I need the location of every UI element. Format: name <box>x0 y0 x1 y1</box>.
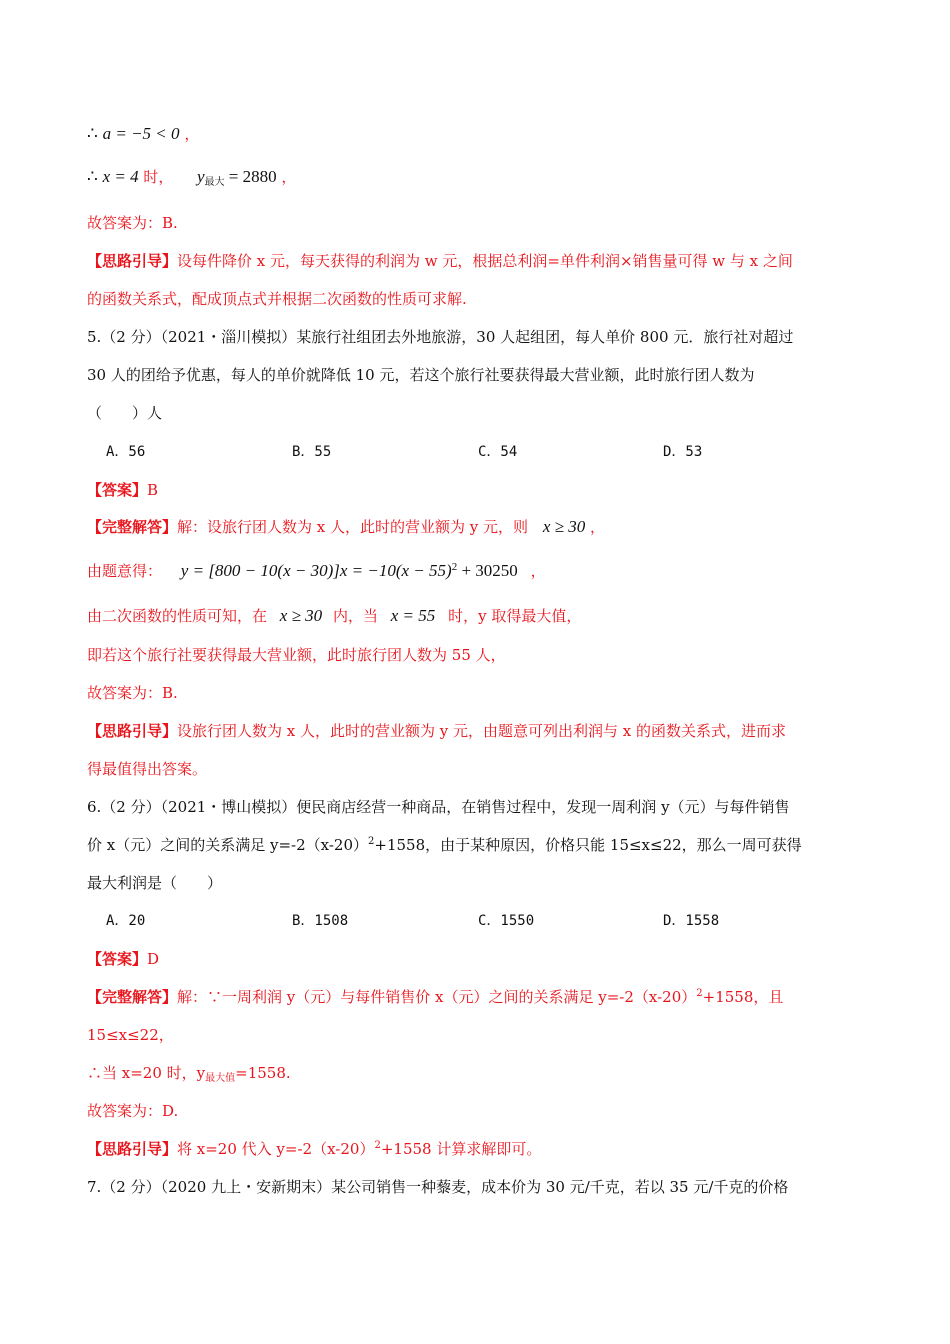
hint-tag: 【思路引导】 <box>87 252 178 270</box>
q6-solution-1: 【完整解答】解：∵一周利润 y（元）与每件销售价 x（元）之间的关系满足 $y=-2(x-20)^2+1558$，且 <box>87 988 784 1006</box>
q6-option-c: C．1550 <box>478 913 535 929</box>
q6-answer: 【答案】D <box>87 950 160 968</box>
q6-option-b: B．1508 <box>292 913 349 929</box>
q5-stem-2: 30 人的团给予优惠，每人的单价就降低 10 元，若这个旅行社要获得最大营业额，此时旅行团人数为 <box>87 366 755 384</box>
q6-option-d: D．1558 <box>663 913 720 929</box>
q6-hint: 【思路引导】将 x=20 代入 $y=-2(x-20)^2+1558$ 计算求解即可。 <box>87 1140 542 1158</box>
solution-tag: 【完整解答】 <box>87 518 178 536</box>
q5-hint-1: 【思路引导】设旅行团人数为 x 人，此时的营业额为 y 元，由题意可列出利润与 x 的函数关系式，进而求 <box>87 722 787 740</box>
prev-hint-line-2: 的函数关系式，配成顶点式并根据二次函数的性质可求解. <box>87 290 467 308</box>
prev-hint-line-1: 【思路引导】设每件降价 x 元，每天获得的利润为 w 元，根据总利润=单件利润×销售量可得 w 与 x 之间 <box>87 252 793 270</box>
q6-stem-2: 价 x（元）之间的关系满足 $y=-2(x-20)^2+1558$，由于某种原因，价格只能 15≤x≤22，那么一周可获得 <box>87 836 802 854</box>
q5-stem-1: 5.（2 分）（2021・淄川模拟）某旅行社组团去外地旅游，30 人起组团，每人单价 800 元．旅行社对超过 <box>87 328 794 346</box>
q5-solution-3: 由二次函数的性质可知，在 x ≥ 30 内，当 x = 55 时，y 取得最大值， <box>87 606 582 625</box>
math-line-x: ∴ x = 4 时， $y_{最大} = 2880$ ， <box>87 167 297 188</box>
answer-tag: 【答案】 <box>87 481 148 499</box>
q6-solution-2: 15≤x≤22， <box>87 1026 174 1044</box>
q6-stem-3: 最大利润是（ ） <box>87 874 223 892</box>
math-line-a: ∴ a = −5 < 0 ， <box>87 124 200 143</box>
q5-option-c: C．54 <box>478 444 518 460</box>
q7-stem-1: 7.（2 分）（2020 九上・安新期末）某公司销售一种藜麦，成本价为 30 元/千克，若以 35 元/千克的价格 <box>87 1178 789 1196</box>
q6-stem-1: 6.（2 分）（2021・博山模拟）便民商店经营一种商品，在销售过程中，发现一周利润 y（元）与每件销售 <box>87 798 790 816</box>
q5-option-d: D．53 <box>663 444 703 460</box>
q5-solution-2: 由题意得： $y = [800 - 10(x - 30)]x = -10(x - 55)^2 + 30250$ ， <box>87 561 546 580</box>
prev-answer: 故答案为：B. <box>87 214 178 232</box>
hint-tag: 【思路引导】 <box>87 722 178 740</box>
answer-tag: 【答案】 <box>87 950 148 968</box>
q5-solution-5: 故答案为：B. <box>87 684 178 702</box>
solution-tag: 【完整解答】 <box>87 988 178 1006</box>
q6-option-a: A．20 <box>106 913 146 929</box>
q6-solution-3: ∴当 x=20 时，$y_{最大值}=1558$. <box>87 1064 291 1084</box>
q5-solution-1: 【完整解答】解：设旅行团人数为 x 人，此时的营业额为 y 元，则 x ≥ 30 ， <box>87 517 605 536</box>
q5-answer: 【答案】B <box>87 481 159 499</box>
q5-hint-2: 得最值得出答案。 <box>87 760 208 778</box>
q5-option-a: A．56 <box>106 444 146 460</box>
q5-stem-3: （ ）人 <box>87 404 163 422</box>
hint-tag: 【思路引导】 <box>87 1140 178 1158</box>
q5-solution-4: 即若这个旅行社要获得最大营业额，此时旅行团人数为 55 人， <box>87 646 506 664</box>
q5-option-b: B．55 <box>292 444 332 460</box>
q6-solution-4: 故答案为：D. <box>87 1102 179 1120</box>
